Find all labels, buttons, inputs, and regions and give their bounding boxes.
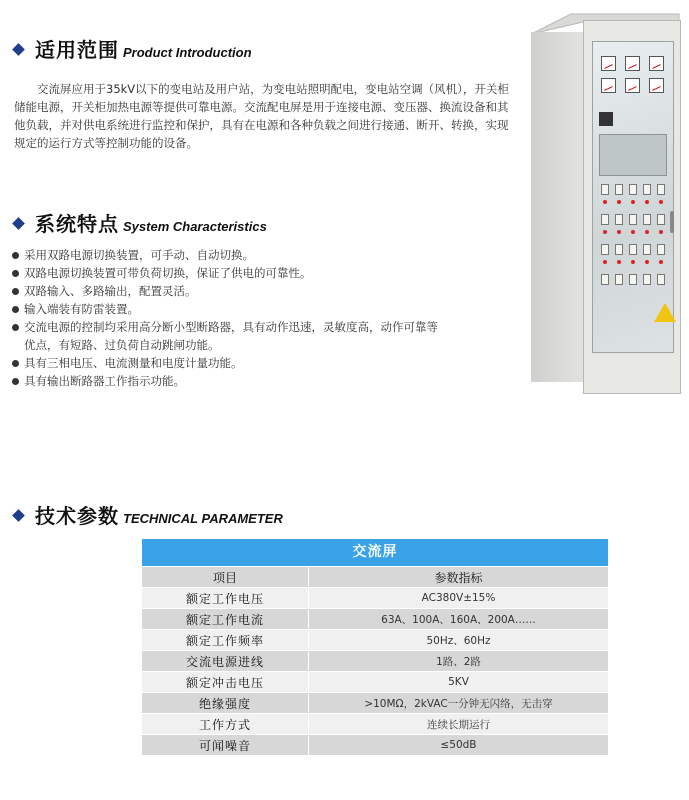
- meter-icon: [625, 56, 640, 71]
- param-value: ≤50dB: [308, 735, 608, 755]
- table-row: [142, 630, 608, 650]
- param-value: >10MΩ，2kVAC一分钟无闪络，无击穿: [308, 693, 608, 713]
- breaker-icon: [643, 214, 651, 225]
- column-header-item: 项目: [142, 567, 308, 587]
- section-title-cn: 系统特点: [35, 212, 119, 236]
- diamond-bullet-icon: [12, 43, 25, 56]
- feature-item: 具有三相电压、电流测量和电度计量功能。: [12, 354, 442, 372]
- indicator-lamp-icon: [603, 260, 607, 264]
- breaker-icon: [601, 274, 609, 285]
- table-caption: 交流屏: [142, 539, 608, 566]
- table-header-row: [142, 567, 608, 587]
- table-row: [142, 714, 608, 734]
- section-title-en: Product Introduction: [123, 45, 252, 60]
- section-title-en: System Characteristics: [123, 219, 267, 234]
- breaker-icon: [601, 244, 609, 255]
- cabinet-side-panel: [531, 32, 583, 382]
- param-value: 连续长期运行: [308, 714, 608, 734]
- param-name: 可闻噪音: [142, 735, 308, 755]
- ac-cabinet-image: [531, 12, 681, 397]
- breaker-icon: [615, 244, 623, 255]
- indicator-lamp-icon: [617, 200, 621, 204]
- indicator-lamp-icon: [617, 260, 621, 264]
- param-value: 63A、100A、160A、200A……: [308, 609, 608, 629]
- feature-item: 双路输入、多路输出，配置灵活。: [12, 282, 442, 300]
- param-name: 绝缘强度: [142, 693, 308, 713]
- feature-item: 双路电源切换装置可带负荷切换，保证了供电的可靠性。: [12, 264, 442, 282]
- table-row: [142, 609, 608, 629]
- indicator-lamp-icon: [645, 230, 649, 234]
- param-name: 额定工作电流: [142, 609, 308, 629]
- breaker-icon: [657, 244, 665, 255]
- table-row: [142, 672, 608, 692]
- indicator-lamp-icon: [645, 260, 649, 264]
- breaker-icon: [643, 244, 651, 255]
- param-value: 50Hz、60Hz: [308, 630, 608, 650]
- indicator-lamp-icon: [659, 230, 663, 234]
- diamond-bullet-icon: [12, 217, 25, 230]
- indicator-lamp-icon: [617, 230, 621, 234]
- param-value: AC380V±15%: [308, 588, 608, 608]
- breaker-icon: [615, 214, 623, 225]
- feature-item: 采用双路电源切换装置，可手动、自动切换。: [12, 246, 442, 264]
- indicator-lamp-icon: [659, 260, 663, 264]
- section-title-cn: 适用范围: [35, 38, 119, 62]
- meter-icon: [625, 78, 640, 93]
- indicator-lamp-icon: [631, 200, 635, 204]
- section-heading-features: [14, 208, 267, 237]
- meter-icon: [601, 56, 616, 71]
- param-name: 额定冲击电压: [142, 672, 308, 692]
- breaker-icon: [643, 274, 651, 285]
- breaker-icon: [601, 184, 609, 195]
- breaker-icon: [629, 184, 637, 195]
- meter-icon: [601, 78, 616, 93]
- breaker-icon: [615, 274, 623, 285]
- breaker-icon: [657, 214, 665, 225]
- breaker-icon: [629, 214, 637, 225]
- table-row: [142, 651, 608, 671]
- feature-list: [12, 246, 442, 390]
- diamond-bullet-icon: [12, 509, 25, 522]
- section-heading-tech: [14, 500, 283, 529]
- breaker-icon: [643, 184, 651, 195]
- indicator-lamp-icon: [603, 200, 607, 204]
- feature-item: 具有输出断路器工作指示功能。: [12, 372, 442, 390]
- param-name: 额定工作频率: [142, 630, 308, 650]
- param-name: 交流电源进线: [142, 651, 308, 671]
- indicator-lamp-icon: [631, 230, 635, 234]
- breaker-icon: [615, 184, 623, 195]
- door-handle: [670, 211, 674, 233]
- breaker-icon: [657, 274, 665, 285]
- intro-paragraph: 交流屏应用于35kV以下的变电站及用户站，为变电站照明配电，变电站空调（风机），开关柜储能电源，开关柜加热电源等提供可靠电源。交流配电屏是用于连接电源、变压器、换流设备和其他负载，并对供电系统进行监控和保护，具有在电源和各种负载之间进行接通、断开、转换，实现规定的运行方式等控制功能的设备。: [14, 82, 509, 150]
- param-name: 工作方式: [142, 714, 308, 734]
- param-name: 额定工作电压: [142, 588, 308, 608]
- table-row: [142, 735, 608, 755]
- section-title-en: TECHNICAL PARAMETER: [123, 511, 283, 526]
- section-heading-intro: [14, 34, 252, 63]
- param-value: 1路、2路: [308, 651, 608, 671]
- switch-panel: [599, 134, 667, 176]
- feature-item: 交流电源的控制均采用高分断小型断路器，具有动作迅速，灵敏度高，动作可靠等优点，有短路、过负荷自动跳闸功能。: [12, 318, 442, 354]
- cabinet-front-panel: [583, 20, 681, 394]
- breaker-icon: [629, 244, 637, 255]
- selector-switch-icon: [599, 112, 613, 126]
- param-value: 5KV: [308, 672, 608, 692]
- indicator-lamp-icon: [631, 260, 635, 264]
- table-row: [142, 693, 608, 713]
- meter-icon: [649, 78, 664, 93]
- indicator-lamp-icon: [603, 230, 607, 234]
- section-title-cn: 技术参数: [35, 504, 119, 528]
- breaker-icon: [657, 184, 665, 195]
- meter-icon: [649, 56, 664, 71]
- indicator-lamp-icon: [645, 200, 649, 204]
- column-header-value: 参数指标: [308, 567, 608, 587]
- feature-item: 输入端装有防雷装置。: [12, 300, 442, 318]
- table-row: [142, 588, 608, 608]
- breaker-icon: [601, 214, 609, 225]
- breaker-icon: [629, 274, 637, 285]
- parameter-table: [142, 539, 608, 756]
- indicator-lamp-icon: [659, 200, 663, 204]
- warning-sign-icon: [654, 303, 676, 322]
